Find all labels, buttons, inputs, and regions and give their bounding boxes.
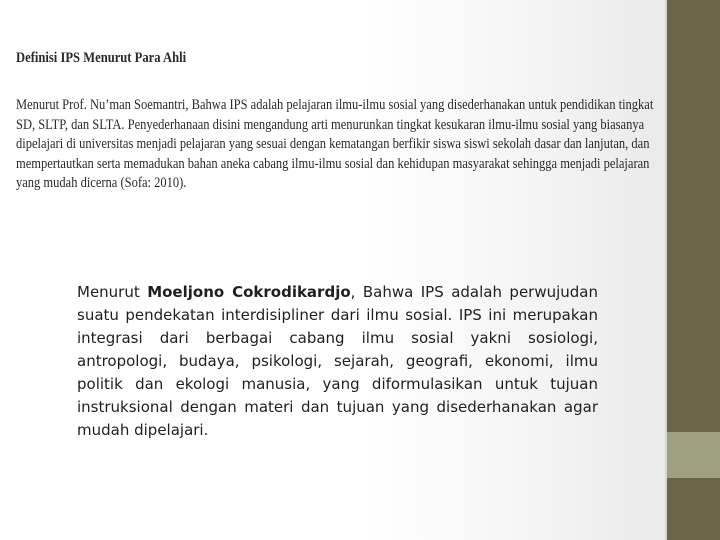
decorative-side-accent — [667, 432, 720, 478]
paragraph-prefix: Menurut — [77, 283, 148, 301]
paragraph-body: , Bahwa IPS adalah perwujudan suatu pendekatan interdisipliner dari ilmu sosial. IPS ini merupakan integrasi dari berbagai cabang ilmu sosial yakni sosiologi, antropologi, budaya, psikologi, sejarah, geografi, ekonomi, ilmu politik dan ekologi manusia, yang diformulasikan untuk tujuan instruksional dengan materi dan tujuan yang disederhanakan agar mudah dipelajari. — [77, 283, 599, 439]
paragraph-cokrodikardjo — [77, 281, 598, 442]
paragraph-soemantri: Menurut Prof. Nu’man Soemantri, Bahwa IPS adalah pelajaran ilmu-ilmu sosial yang disederhanakan untuk pendidikan tingkat SD, SLTP, dan SLTA. Penyederhanaan disini mengandung arti menurunkan tingkat kesukaran ilmu-ilmu sosial yang biasanya dipelajari di universitas menjadi pelajaran yang sesuai dengan kematangan berfikir siswa siswi sekolah dasar dan lanjutan, dan mempertautkan serta memadukan bahan aneka cabang ilmu-ilmu sosial dan kehidupan masyarakat sehingga menjadi pelajaran yang mudah dicerna (Sofa: 2010). — [16, 96, 654, 192]
author-name: Moeljono Cokrodikardjo — [147, 283, 351, 301]
slide-heading: Definisi IPS Menurut Para Ahli — [16, 50, 187, 66]
